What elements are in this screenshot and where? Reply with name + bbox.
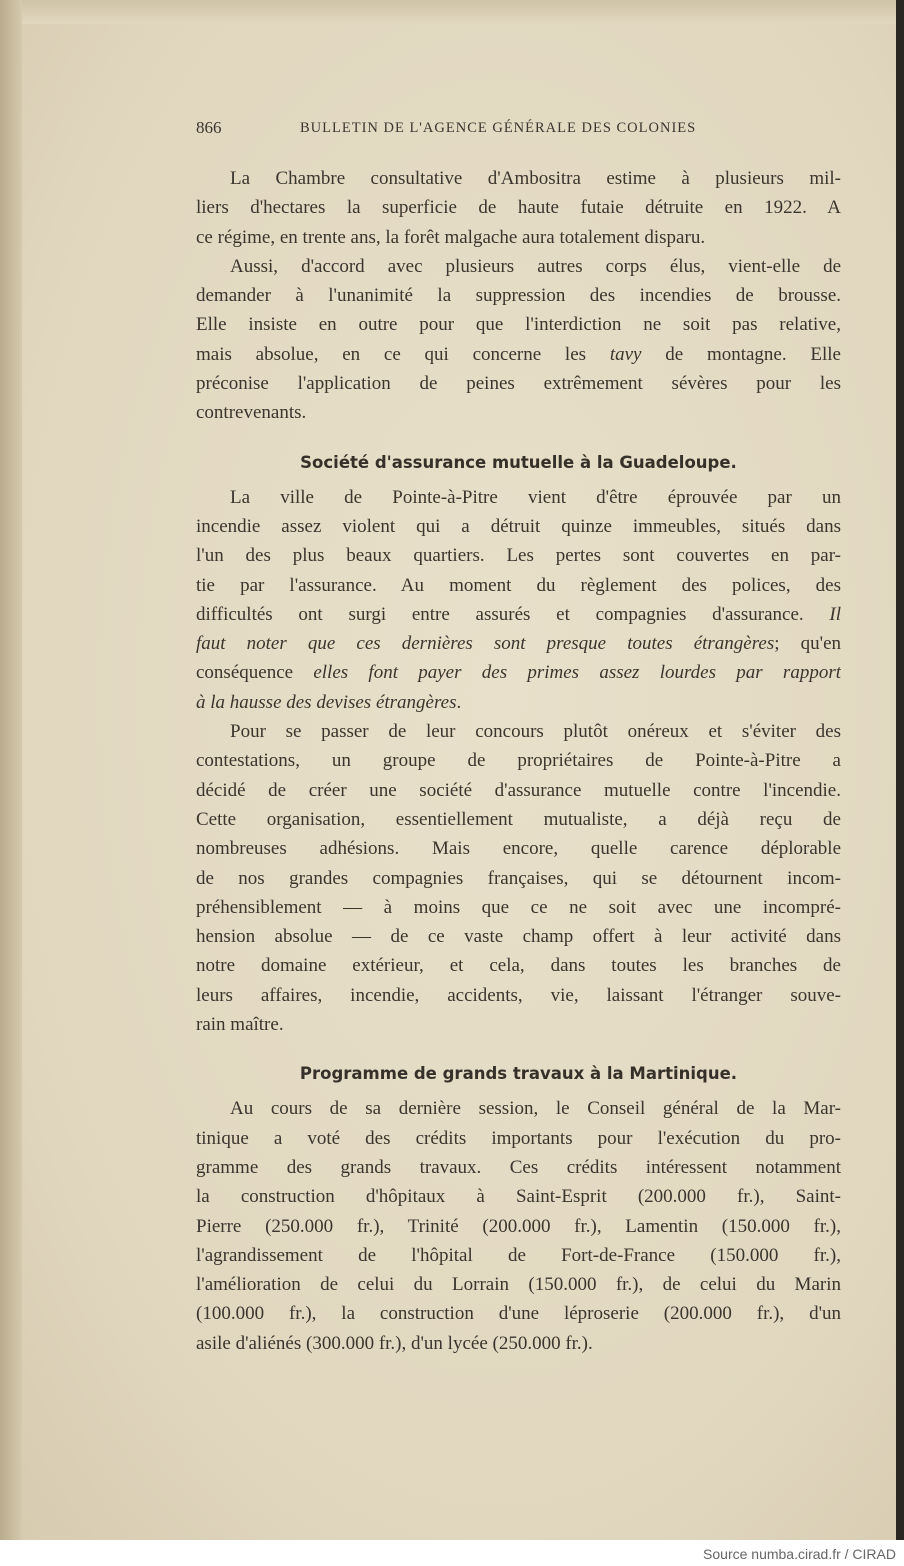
text-line <box>196 512 841 541</box>
text-segment: notre domaine extérieur, et cela, dans toutes les branches de <box>196 955 841 977</box>
article-section <box>196 164 841 428</box>
text-segment: Pierre (250.000 fr.), Trinité (200.000 fr.), Lamentin (150.000 fr.), <box>196 1215 841 1237</box>
text-segment: décidé de créer une société d'assurance mutuelle contre l'incendie. <box>196 779 841 801</box>
text-line <box>196 1329 841 1358</box>
text-segment: leurs affaires, incendie, accidents, vie, laissant l'étranger souve- <box>196 984 841 1006</box>
paragraph <box>196 717 841 1039</box>
paragraph <box>196 164 841 252</box>
text-segment: La ville de Pointe-à-Pitre vient d'être éprouvée par un <box>230 486 841 508</box>
text-segment: incendie assez violent qui a détruit quinze immeubles, situés dans <box>196 515 841 537</box>
text-segment: contrevenants. <box>196 402 307 424</box>
text-segment: (100.000 fr.), la construction d'une léproserie (200.000 fr.), d'un <box>196 1303 841 1325</box>
source-credit: Source numba.cirad.fr / CIRAD <box>703 1546 896 1562</box>
text-line <box>196 776 841 805</box>
text-line <box>196 223 841 252</box>
text-line <box>196 1212 841 1241</box>
italic-text: faut noter que ces dernières sont presque toutes étrangères <box>196 633 775 655</box>
section-heading: Société d'assurance mutuelle à la Guadeloupe. <box>300 452 737 472</box>
text-segment: gramme des grands travaux. Ces crédits intéressent notamment <box>196 1156 841 1178</box>
text-segment: tie par l'assurance. Au moment du règlement des polices, des <box>196 574 841 596</box>
text-segment: ; qu'en <box>774 633 841 655</box>
text-line <box>196 834 841 863</box>
text-line <box>196 252 841 281</box>
paragraph <box>196 1094 841 1358</box>
text-segment: l'amélioration de celui du Lorrain (150.000 fr.), de celui du Marin <box>196 1274 841 1296</box>
text-segment: asile d'aliénés (300.000 fr.), d'un lycée (250.000 fr.). <box>196 1332 593 1354</box>
text-line <box>196 746 841 775</box>
page-left-edge <box>0 0 22 1540</box>
text-line <box>196 717 841 746</box>
text-segment: conséquence <box>196 662 314 684</box>
text-segment: liers d'hectares la superficie de haute futaie détruite en 1922. A <box>196 197 841 219</box>
text-line <box>196 1094 841 1123</box>
text-line <box>196 571 841 600</box>
text-line <box>196 310 841 339</box>
text-line <box>196 600 841 629</box>
text-line <box>196 281 841 310</box>
text-line <box>196 340 841 369</box>
text-segment: l'agrandissement de l'hôpital de Fort-de-France (150.000 fr.), <box>196 1244 841 1266</box>
text-segment: préhensiblement — à moins que ce ne soit avec une incompré- <box>196 896 841 918</box>
text-line <box>196 893 841 922</box>
text-line <box>196 398 841 427</box>
text-segment: Pour se passer de leur concours plutôt onéreux et s'éviter des <box>230 721 841 743</box>
text-line <box>196 981 841 1010</box>
text-line <box>196 164 841 193</box>
italic-text: tavy <box>609 343 642 365</box>
text-line <box>196 1124 841 1153</box>
text-line <box>196 1182 841 1211</box>
text-segment: l'un des plus beaux quartiers. Les pertes sont couvertes en par- <box>196 545 841 567</box>
text-segment: . <box>456 691 462 713</box>
running-head-title: BULLETIN DE L'AGENCE GÉNÉRALE DES COLONIES <box>300 120 697 136</box>
text-segment: Elle insiste en outre pour que l'interdiction ne soit pas relative, <box>196 314 841 336</box>
text-line <box>196 1010 841 1039</box>
text-segment: difficultés ont surgi entre assurés et compagnies d'assurance. <box>196 603 830 625</box>
text-segment: de nos grandes compagnies françaises, qui se détournent incom- <box>196 867 841 889</box>
text-line <box>196 1299 841 1328</box>
text-segment: hension absolue — de ce vaste champ offert à leur activité dans <box>196 926 841 948</box>
running-head <box>196 118 841 142</box>
text-segment: tinique a voté des crédits importants pour l'exécution du pro- <box>196 1127 841 1149</box>
text-line <box>196 1153 841 1182</box>
page-right-edge <box>896 0 904 1540</box>
body-text <box>196 164 841 1358</box>
text-line <box>196 483 841 512</box>
text-line <box>196 951 841 980</box>
section-heading: Programme de grands travaux à la Martinique. <box>299 1064 738 1084</box>
text-line <box>196 805 841 834</box>
text-segment: ce régime, en trente ans, la forêt malgache aura totalement disparu. <box>196 226 706 248</box>
text-segment: demander à l'unanimité la suppression des incendies de brousse. <box>196 285 841 307</box>
text-line <box>196 688 841 717</box>
text-segment: préconise l'application de peines extrêmement sévères pour les <box>196 373 841 395</box>
text-line <box>196 193 841 222</box>
text-segment: mais absolue, en ce qui concerne les <box>196 343 610 365</box>
text-segment: Cette organisation, essentiellement mutualiste, a déjà reçu de <box>196 808 841 830</box>
text-segment: Aussi, d'accord avec plusieurs autres corps élus, vient-elle de <box>230 255 841 277</box>
text-segment: La Chambre consultative d'Ambositra estime à plusieurs mil- <box>230 168 841 189</box>
article-section <box>196 448 841 1040</box>
text-line <box>196 629 841 658</box>
text-segment: Au cours de sa dernière session, le Conseil général de la Mar- <box>230 1098 841 1120</box>
italic-text: elles font payer des primes assez lourdes par rapport <box>313 662 841 684</box>
text-line <box>196 369 841 398</box>
text-segment: la construction d'hôpitaux à Saint-Esprit (200.000 fr.), Saint- <box>196 1186 841 1208</box>
paragraph <box>196 252 841 428</box>
page-number: 866 <box>196 118 222 137</box>
italic-text: Il <box>829 603 841 625</box>
article-section <box>196 1059 841 1358</box>
text-line <box>196 658 841 687</box>
paragraph <box>196 483 841 717</box>
text-segment: de montagne. Elle <box>641 343 841 365</box>
italic-text: à la hausse des devises étrangères <box>196 691 457 713</box>
text-line <box>196 541 841 570</box>
text-line <box>196 922 841 951</box>
text-line <box>196 864 841 893</box>
text-line <box>196 1270 841 1299</box>
text-segment: contestations, un groupe de propriétaires de Pointe-à-Pitre a <box>196 750 841 772</box>
text-segment: rain maître. <box>196 1014 284 1036</box>
text-line <box>196 1241 841 1270</box>
text-segment: nombreuses adhésions. Mais encore, quelle carence déplorable <box>196 838 841 860</box>
page-top-edge <box>0 0 904 24</box>
